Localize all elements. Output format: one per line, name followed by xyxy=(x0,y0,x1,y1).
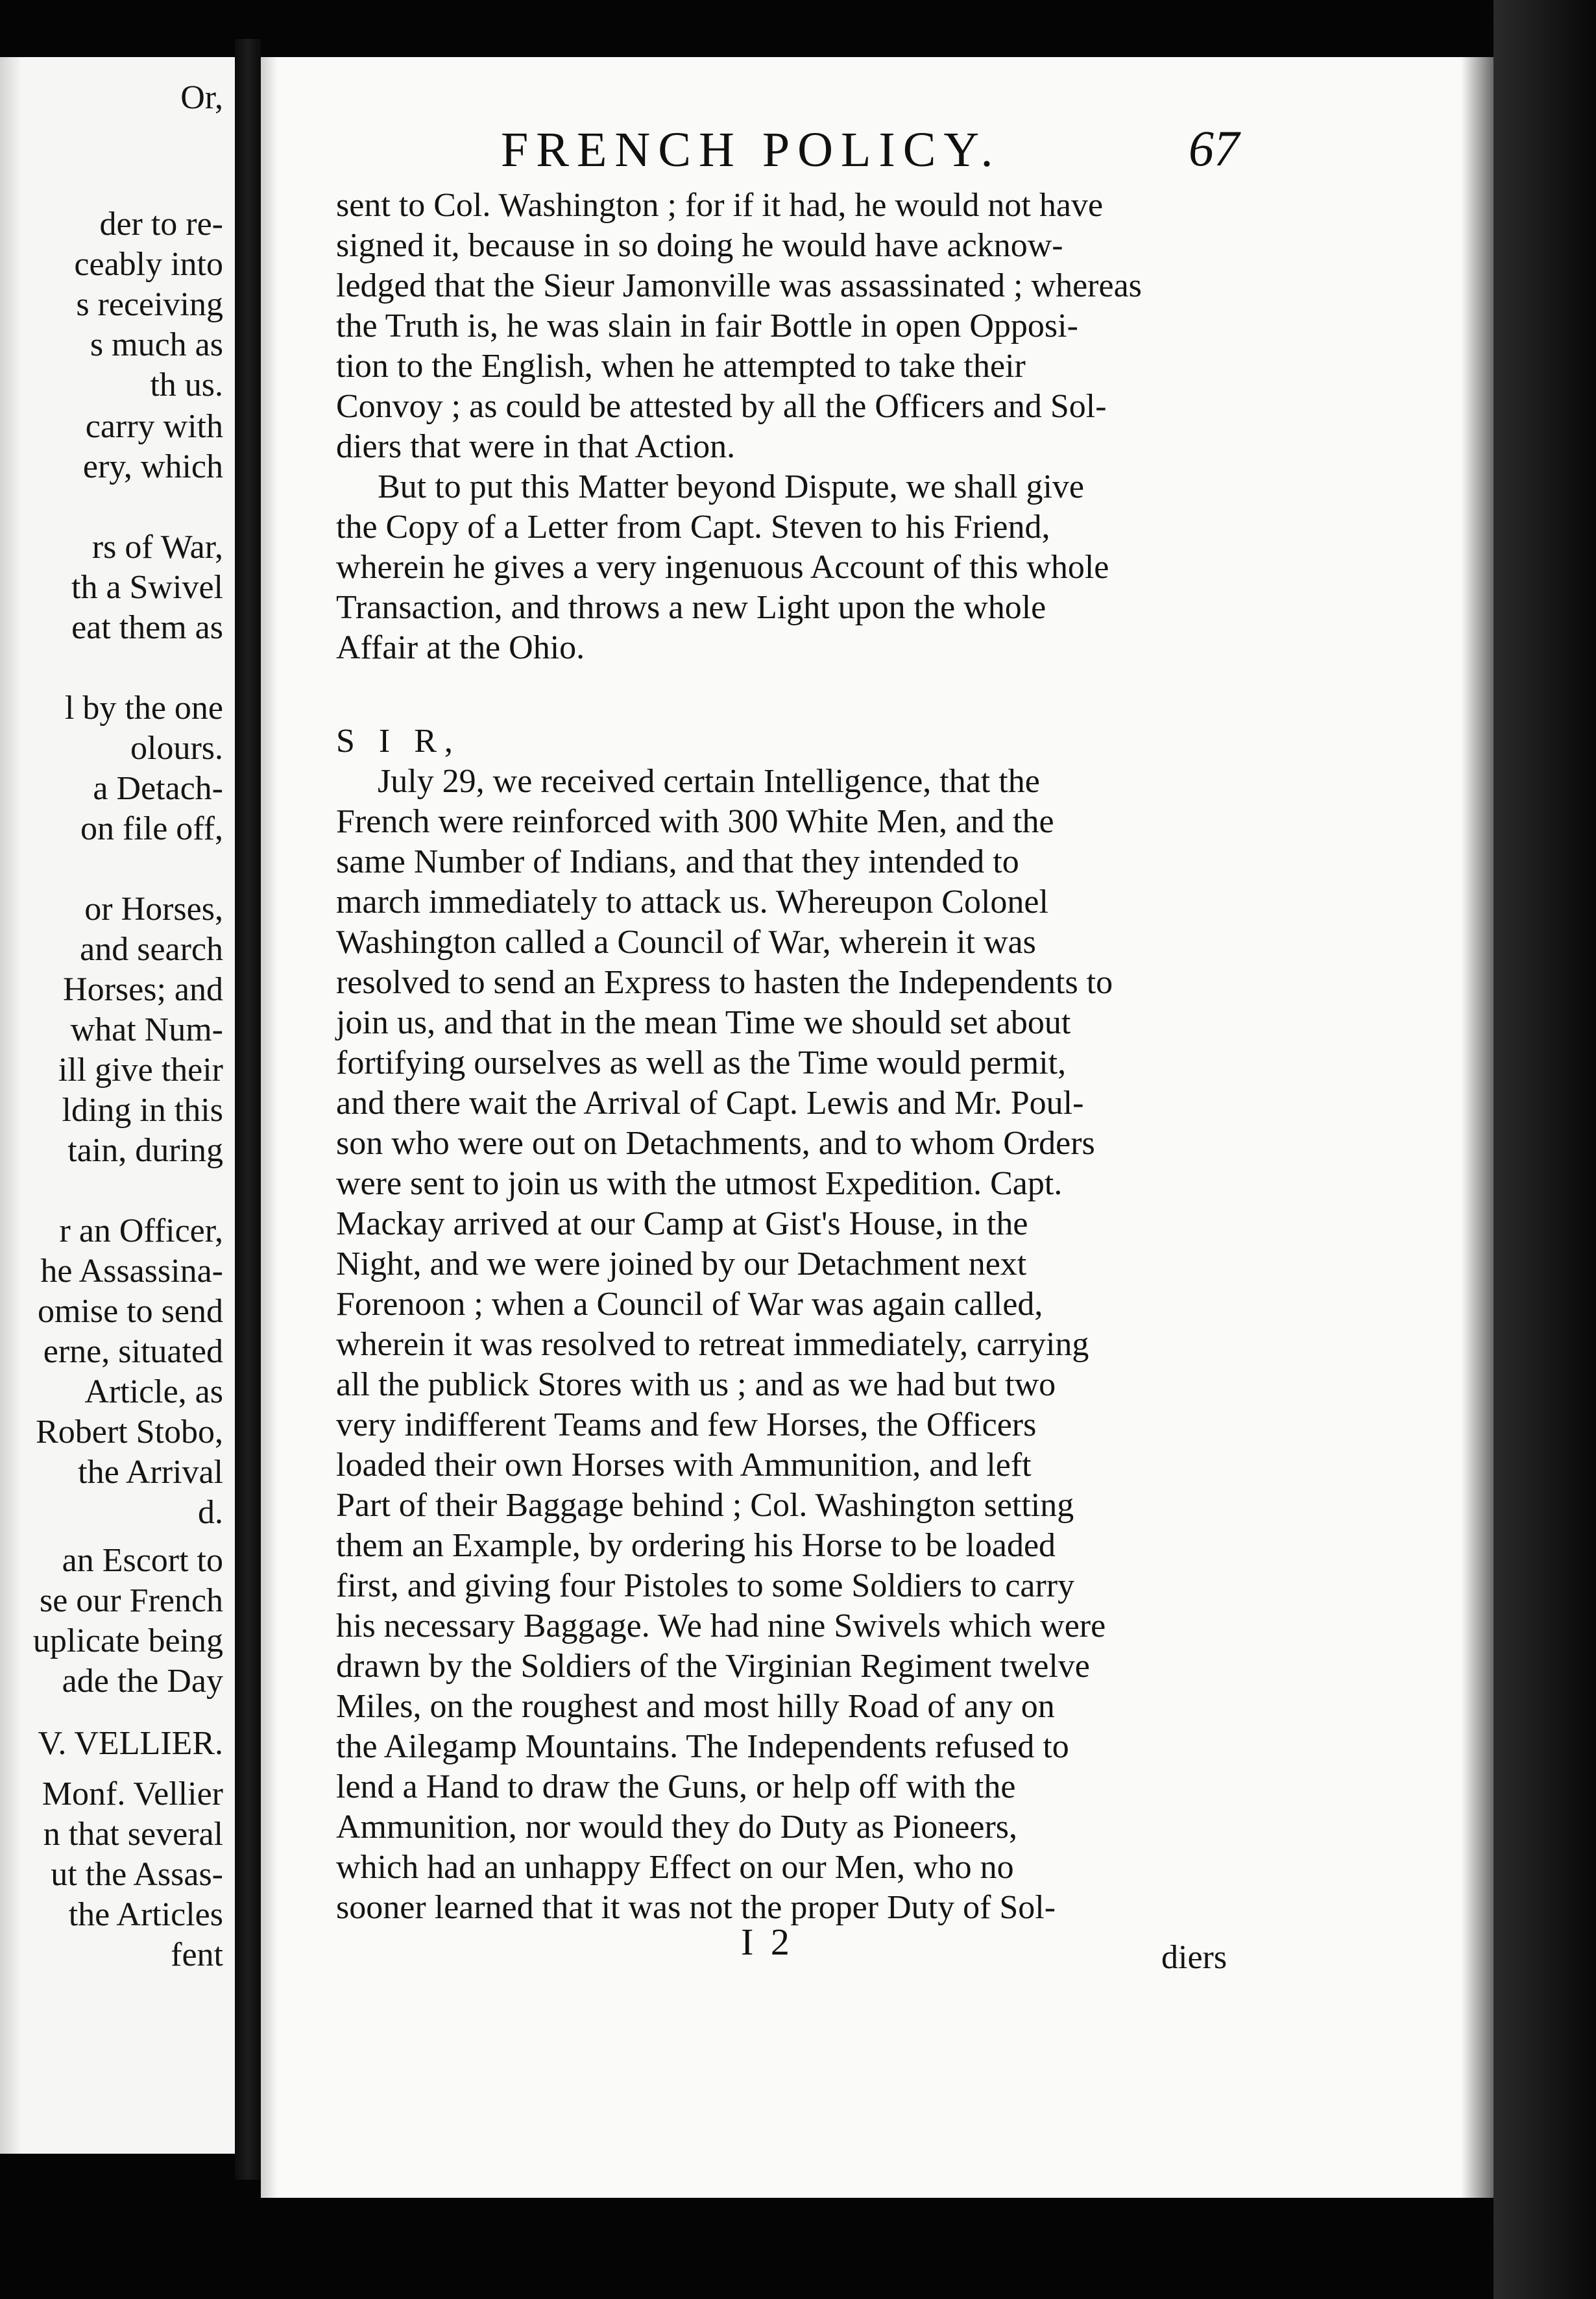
previous-page-line: ill give their xyxy=(58,1052,223,1089)
page-gutter-shadow xyxy=(261,57,278,2198)
book-binding-shadow xyxy=(235,39,261,2180)
text-line: them an Example, by ordering his Horse to be loaded xyxy=(336,1527,1056,1564)
text-line: Miles, on the roughest and most hilly Road of any on xyxy=(336,1688,1055,1725)
text-line: lend a Hand to draw the Guns, or help off with the xyxy=(336,1768,1016,1805)
previous-page-line: tain, during xyxy=(67,1132,223,1169)
previous-page-fragment xyxy=(0,57,235,2154)
text-line: very indifferent Teams and few Horses, the Officers xyxy=(336,1406,1037,1443)
text-line: loaded their own Horses with Ammunition, and left xyxy=(336,1447,1032,1484)
page-body xyxy=(336,186,1497,1928)
book-page xyxy=(261,57,1493,2198)
letter-body xyxy=(336,762,1497,1928)
text-line: Ammunition, nor would they do Duty as Pioneers, xyxy=(336,1809,1018,1846)
previous-page-line: carry with xyxy=(85,408,223,445)
previous-page-line: se our French xyxy=(39,1582,223,1619)
text-line: ledged that the Sieur Jamonville was assassinated ; whereas xyxy=(336,267,1142,304)
paragraph-2 xyxy=(336,467,1497,668)
previous-page-line: ery, which xyxy=(82,448,223,485)
previous-page-line: l by the one xyxy=(64,690,223,727)
text-line: But to put this Matter beyond Dispute, we shall give xyxy=(378,468,1084,505)
text-line: Transaction, and throws a new Light upon the whole xyxy=(336,589,1046,626)
text-line: resolved to send an Express to hasten the Independents to xyxy=(336,964,1113,1001)
text-line: same Number of Indians, and that they intended to xyxy=(336,843,1019,880)
previous-page-line: an Escort to xyxy=(62,1542,223,1579)
text-line: fortifying ourselves as well as the Time would permit, xyxy=(336,1044,1067,1081)
paragraph-1 xyxy=(336,186,1497,467)
previous-page-line: olours. xyxy=(130,730,223,767)
previous-page-line: a Detach- xyxy=(93,770,223,807)
previous-page-line: lding in this xyxy=(62,1092,223,1129)
previous-page-line: uplicate being xyxy=(32,1622,223,1659)
previous-page-line: he Assassina- xyxy=(40,1253,223,1290)
previous-page-line: ut the Assas- xyxy=(51,1856,223,1893)
text-line: were sent to join us with the utmost Expedition. Capt. xyxy=(336,1165,1063,1202)
previous-page-line: ceably into xyxy=(74,246,223,283)
previous-page-line: the Arrival xyxy=(78,1454,223,1491)
signature-mark: I 2 xyxy=(741,1921,793,1963)
text-line: drawn by the Soldiers of the Virginian Regiment twelve xyxy=(336,1648,1090,1685)
previous-page-line: Or, xyxy=(180,79,223,116)
text-line: July 29, we received certain Intelligence, that the xyxy=(378,763,1040,800)
text-line: son who were out on Detachments, and to whom Orders xyxy=(336,1125,1095,1162)
previous-page-line: erne, situated xyxy=(43,1333,223,1370)
previous-page-line: s much as xyxy=(90,326,223,363)
text-line: Affair at the Ohio. xyxy=(336,629,585,666)
left-page-edge-shadow xyxy=(0,57,22,2154)
text-line: Washington called a Council of War, wherein it was xyxy=(336,924,1036,961)
running-title: FRENCH POLICY. xyxy=(501,123,1001,177)
text-line: wherein it was resolved to retreat immediately, carrying xyxy=(336,1326,1089,1363)
previous-page-line: ade the Day xyxy=(62,1663,223,1700)
previous-page-line: th a Swivel xyxy=(71,569,223,606)
text-line: all the publick Stores with us ; and as we had but two xyxy=(336,1366,1056,1403)
text-line: Night, and we were joined by our Detachment next xyxy=(336,1246,1027,1282)
text-line: sooner learned that it was not the proper Duty of Sol- xyxy=(336,1889,1056,1926)
catchword: diers xyxy=(1161,1939,1227,1976)
text-line: join us, and that in the mean Time we should set about xyxy=(336,1004,1071,1041)
previous-page-line: the Articles xyxy=(68,1896,223,1933)
previous-page-line: r an Officer, xyxy=(59,1212,223,1249)
text-line: tion to the English, when he attempted to take their xyxy=(336,348,1026,385)
previous-page-line: der to re- xyxy=(99,206,223,243)
letter-salutation: S I R, xyxy=(336,723,461,760)
previous-page-line: fent xyxy=(171,1936,223,1973)
text-line: sent to Col. Washington ; for if it had, he would not have xyxy=(336,187,1104,224)
previous-page-line: or Horses, xyxy=(84,891,223,928)
previous-page-line: s receiving xyxy=(76,286,223,323)
text-line: the Truth is, he was slain in fair Bottle in open Opposi- xyxy=(336,307,1078,344)
previous-page-line: and search xyxy=(80,931,223,968)
text-line: the Ailegamp Mountains. The Independents refused to xyxy=(336,1728,1069,1765)
text-line: French were reinforced with 300 White Men, and the xyxy=(336,803,1054,840)
spacer xyxy=(336,668,1497,721)
previous-page-line: th us. xyxy=(150,367,223,403)
previous-page-line: what Num- xyxy=(70,1011,223,1048)
text-line: wherein he gives a very ingenuous Account of this whole xyxy=(336,549,1109,586)
page-number: 67 xyxy=(1189,120,1239,176)
previous-page-line: Robert Stobo, xyxy=(36,1414,223,1450)
text-line: the Copy of a Letter from Capt. Steven to his Friend, xyxy=(336,509,1050,546)
previous-page-line: Horses; and xyxy=(63,971,223,1008)
text-line: and there wait the Arrival of Capt. Lewis and Mr. Poul- xyxy=(336,1085,1084,1122)
text-line: which had an unhappy Effect on our Men, who no xyxy=(336,1849,1014,1886)
scan-border xyxy=(1493,0,1596,2299)
previous-page-line: Article, as xyxy=(84,1373,223,1410)
text-line: his necessary Baggage. We had nine Swivels which were xyxy=(336,1607,1106,1644)
text-line: march immediately to attack us. Whereupon Colonel xyxy=(336,884,1048,921)
previous-page-line: V. VELLIER. xyxy=(38,1725,223,1762)
text-line: Convoy ; as could be attested by all the Officers and Sol- xyxy=(336,388,1107,425)
previous-page-line: omise to send xyxy=(38,1293,223,1330)
previous-page-line: n that several xyxy=(43,1816,223,1853)
previous-page-line: rs of War, xyxy=(91,529,223,566)
text-line: diers that were in that Action. xyxy=(336,428,736,465)
previous-page-line: eat them as xyxy=(71,609,223,646)
previous-page-line: Monf. Vellier xyxy=(42,1775,223,1812)
previous-page-line: d. xyxy=(198,1494,223,1531)
text-line: signed it, because in so doing he would have acknow- xyxy=(336,227,1063,264)
text-line: Forenoon ; when a Council of War was again called, xyxy=(336,1286,1043,1323)
text-line: first, and giving four Pistoles to some Soldiers to carry xyxy=(336,1567,1075,1604)
text-line: Mackay arrived at our Camp at Gist's House, in the xyxy=(336,1205,1028,1242)
text-line: Part of their Baggage behind ; Col. Washington setting xyxy=(336,1487,1074,1524)
previous-page-line: on file off, xyxy=(80,810,223,847)
